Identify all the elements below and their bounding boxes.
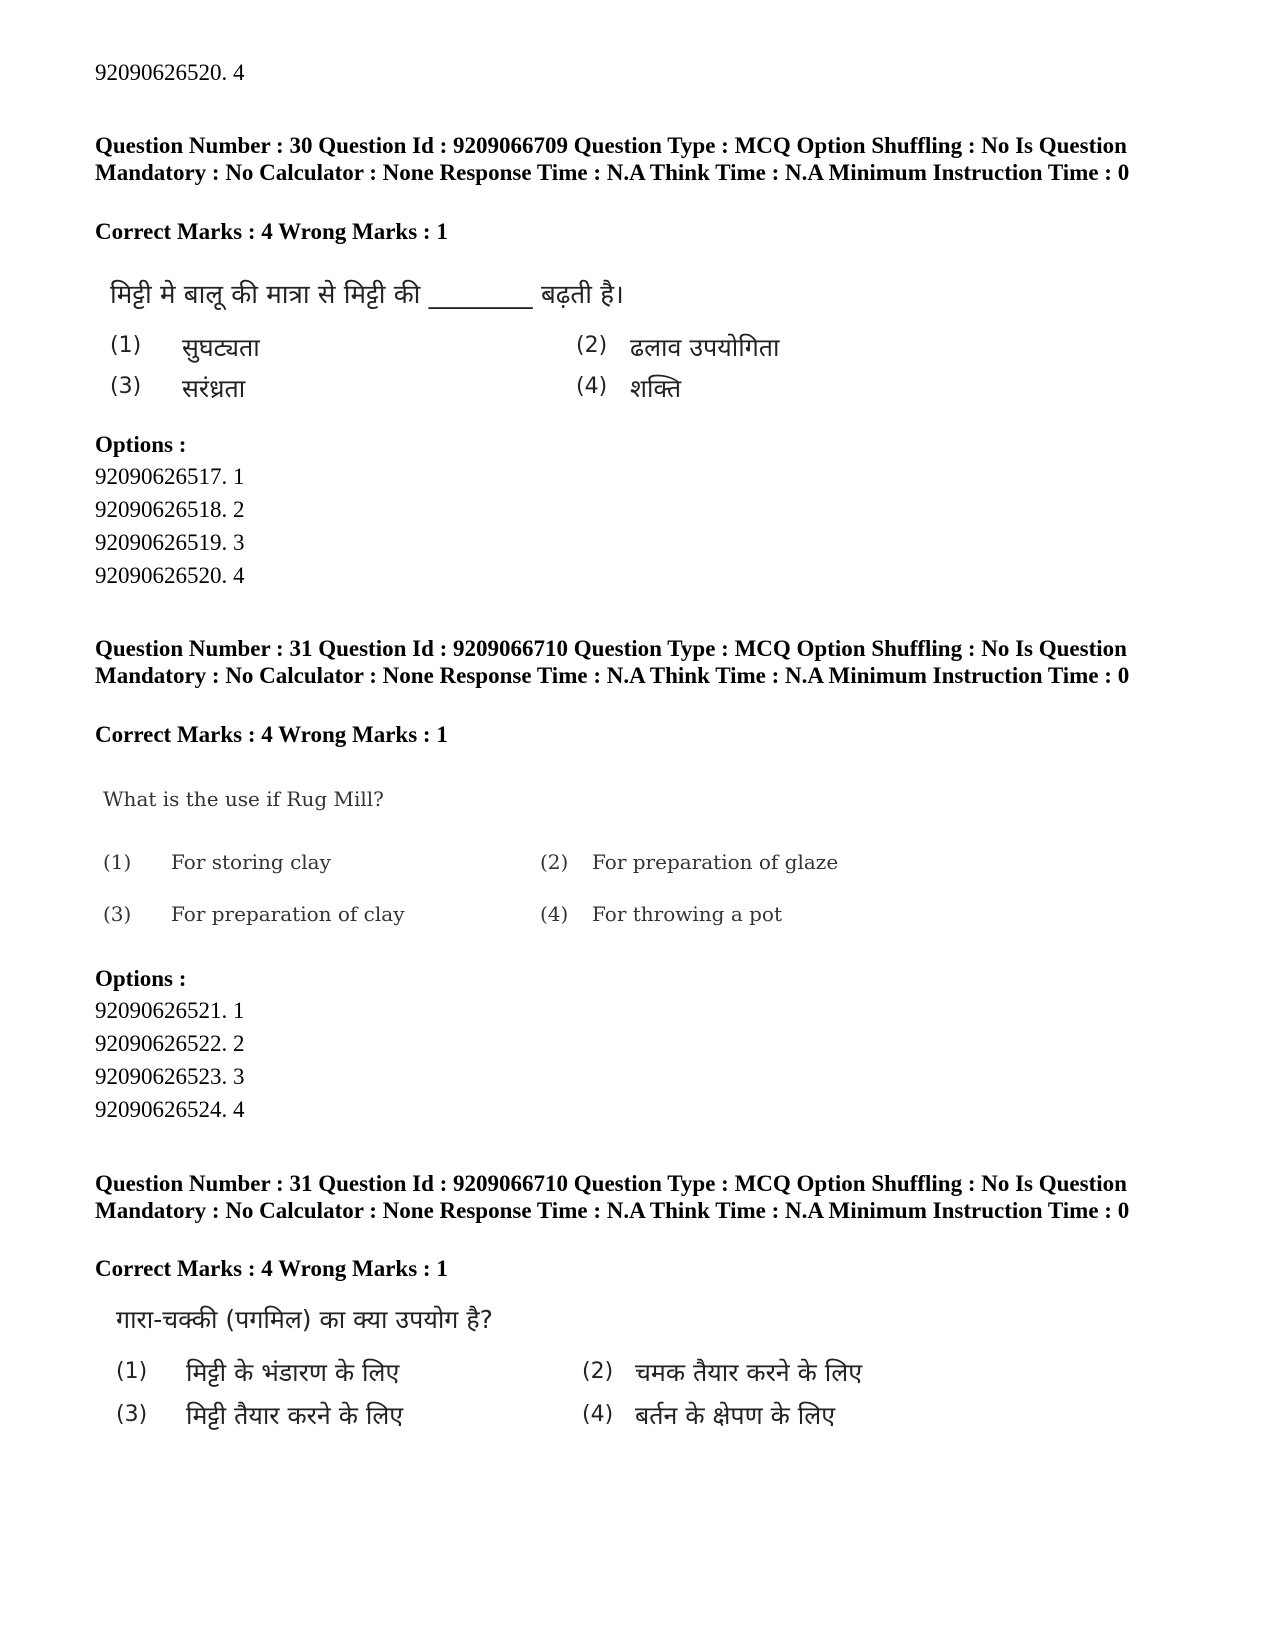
question-image-31-en: [103, 787, 863, 937]
options-list-31: [95, 994, 245, 1126]
choice-text: सुघट्यता: [182, 333, 260, 362]
choice-number: (4): [576, 374, 608, 399]
question-image-30: [110, 275, 930, 415]
choice-number: (4): [582, 1402, 614, 1427]
question-image-31-hi: [116, 1302, 936, 1442]
choice-number: (1): [103, 850, 132, 874]
question-marks-31-en: Correct Marks : 4 Wrong Marks : 1: [95, 722, 448, 747]
question-stem: गारा-चक्की (पगमिल) का क्या उपयोग है?: [116, 1305, 493, 1334]
question-meta-31-en: Question Number : 31 Question Id : 9209066710 Question Type : MCQ Option Shuffling : No Is Question Mandatory : No Calculator : None Response Time : N.A Think Time : N.A Minimum Instruction Time : 0: [95, 636, 1130, 688]
option-line: 92090626519. 3: [95, 530, 245, 555]
choice-text: मिट्टी के भंडारण के लिए: [186, 1358, 400, 1387]
options-label-30: Options :: [95, 432, 187, 457]
choice-text: सरंध्रता: [182, 374, 246, 403]
question-meta-31-hi: Question Number : 31 Question Id : 9209066710 Question Type : MCQ Option Shuffling : No Is Question Mandatory : No Calculator : None Response Time : N.A Think Time : N.A Minimum Instruction Time : 0: [95, 1171, 1130, 1223]
option-line: 92090626520. 4: [95, 563, 245, 588]
options-list-30: [95, 460, 245, 592]
options-label-31: Options :: [95, 966, 187, 991]
choice-number: (2): [540, 850, 569, 874]
question-meta-30: Question Number : 30 Question Id : 9209066709 Question Type : MCQ Option Shuffling : No Is Question Mandatory : No Calculator : None Response Time : N.A Think Time : N.A Minimum Instruction Time : 0: [95, 133, 1130, 185]
choice-text: बर्तन के क्षेपण के लिए: [635, 1401, 836, 1430]
option-line: 92090626521. 1: [95, 998, 245, 1023]
choice-text: मिट्टी तैयार करने के लिए: [186, 1401, 404, 1430]
choice-text: For preparation of glaze: [592, 850, 839, 874]
choice-number: (4): [540, 902, 569, 926]
choice-text: चमक तैयार करने के लिए: [635, 1358, 863, 1387]
question-stem: What is the use if Rug Mill?: [103, 787, 384, 811]
choice-text: For preparation of clay: [171, 902, 405, 926]
option-line: 92090626517. 1: [95, 464, 245, 489]
choice-number: (3): [110, 374, 142, 399]
choice-number: (1): [116, 1359, 148, 1384]
choice-text: ढलाव उपयोगिता: [630, 333, 780, 362]
choice-number: (1): [110, 333, 142, 358]
option-line: 92090626523. 3: [95, 1064, 245, 1089]
choice-number: (2): [582, 1359, 614, 1384]
choice-number: (2): [576, 333, 608, 358]
choice-number: (3): [116, 1402, 148, 1427]
choice-text: For storing clay: [171, 850, 331, 874]
option-line: 92090626522. 2: [95, 1031, 245, 1056]
choice-number: (3): [103, 902, 132, 926]
question-stem: मिट्टी मे बालू की मात्रा से मिट्टी की ________ बढ़ती है।: [110, 280, 624, 310]
question-marks-30: Correct Marks : 4 Wrong Marks : 1: [95, 219, 448, 244]
choice-text: For throwing a pot: [592, 902, 782, 926]
option-line: 92090626518. 2: [95, 497, 245, 522]
question-marks-31-hi: Correct Marks : 4 Wrong Marks : 1: [95, 1256, 448, 1281]
choice-text: शक्ति: [630, 374, 682, 403]
option-line: 92090626524. 4: [95, 1097, 245, 1122]
option-line: 92090626520. 4: [95, 60, 245, 85]
